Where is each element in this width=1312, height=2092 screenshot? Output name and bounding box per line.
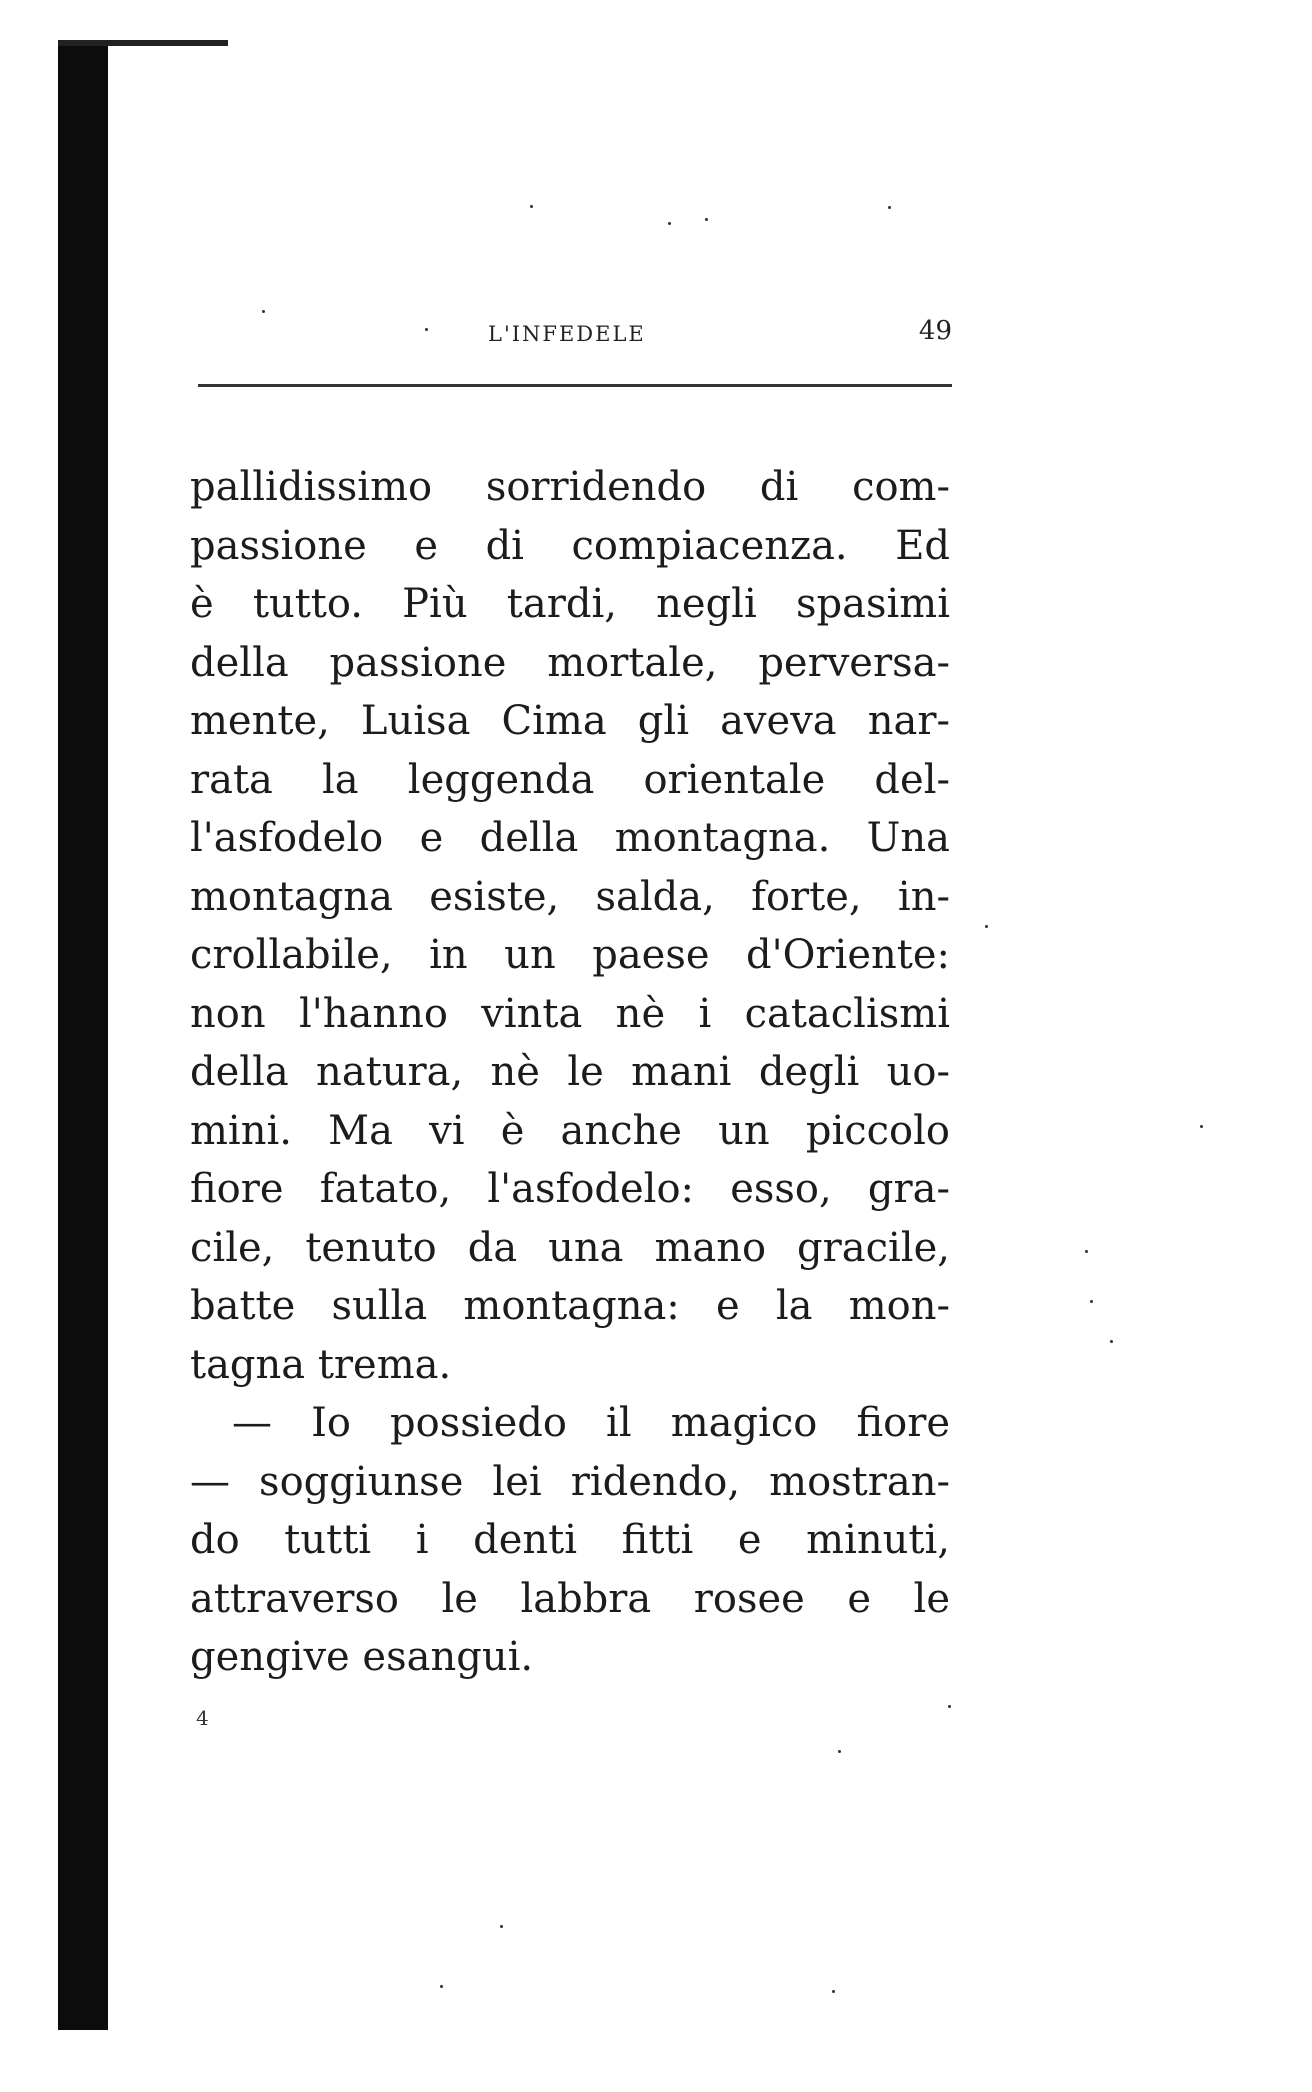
header-rule — [198, 384, 952, 387]
scan-speck — [832, 1990, 835, 1993]
text-line: rata la leggenda orientale del- — [190, 756, 950, 803]
page-binding-edge — [58, 40, 108, 2030]
scan-speck — [668, 222, 671, 225]
text-line: è tutto. Più tardi, negli spasimi — [190, 581, 950, 627]
text-line: mini. Ma vi è anche un piccolo — [190, 1107, 950, 1154]
page-top-edge — [58, 40, 228, 46]
scan-speck — [1200, 1125, 1203, 1128]
scan-speck — [948, 1705, 951, 1708]
scan-speck — [262, 310, 265, 313]
text-line: — Io possiedo il magico fiore — [232, 1400, 950, 1446]
text-line: non l'hanno vinta nè i cataclismi — [190, 990, 950, 1037]
text-line: batte sulla montagna: e la mon- — [190, 1283, 950, 1329]
text-line: passione e di compiacenza. Ed — [190, 522, 950, 569]
page-number: 49 — [918, 316, 952, 346]
scan-speck — [985, 925, 988, 928]
text-line: gengive esangui. — [190, 1634, 534, 1680]
scan-speck — [838, 1750, 841, 1753]
signature-mark: 4 — [196, 1706, 209, 1730]
text-line: montagna esiste, salda, forte, in- — [190, 873, 950, 920]
text-line: pallidissimo sorridendo di com- — [190, 464, 950, 510]
text-line: do tutti i denti fitti e minuti, — [190, 1517, 950, 1563]
text-line: crollabile, in un paese d'Oriente: — [190, 932, 950, 978]
text-line: della natura, nè le mani degli uo- — [190, 1049, 950, 1095]
scan-speck — [440, 1985, 443, 1988]
text-line: tagna trema. — [190, 1341, 452, 1388]
text-line: — soggiunse lei ridendo, mostran- — [190, 1458, 950, 1505]
scan-speck — [1090, 1300, 1093, 1303]
text-line: attraverso le labbra rosee e le — [190, 1575, 950, 1622]
page-header — [198, 316, 952, 360]
running-title: L'INFEDELE — [488, 322, 646, 346]
body-text — [190, 458, 950, 1687]
scan-speck — [705, 218, 708, 221]
text-line: cile, tenuto da una mano gracile, — [190, 1224, 950, 1271]
text-line: fiore fatato, l'asfodelo: esso, gra- — [190, 1166, 950, 1212]
scan-speck — [500, 1925, 503, 1928]
text-line: l'asfodelo e della montagna. Una — [190, 815, 950, 861]
text-line: mente, Luisa Cima gli aveva nar- — [190, 698, 950, 744]
scan-speck — [888, 206, 891, 209]
scan-speck — [530, 205, 533, 208]
text-line: della passione mortale, perversa- — [190, 639, 950, 686]
scan-speck — [1085, 1250, 1088, 1253]
scan-speck — [1110, 1340, 1113, 1343]
